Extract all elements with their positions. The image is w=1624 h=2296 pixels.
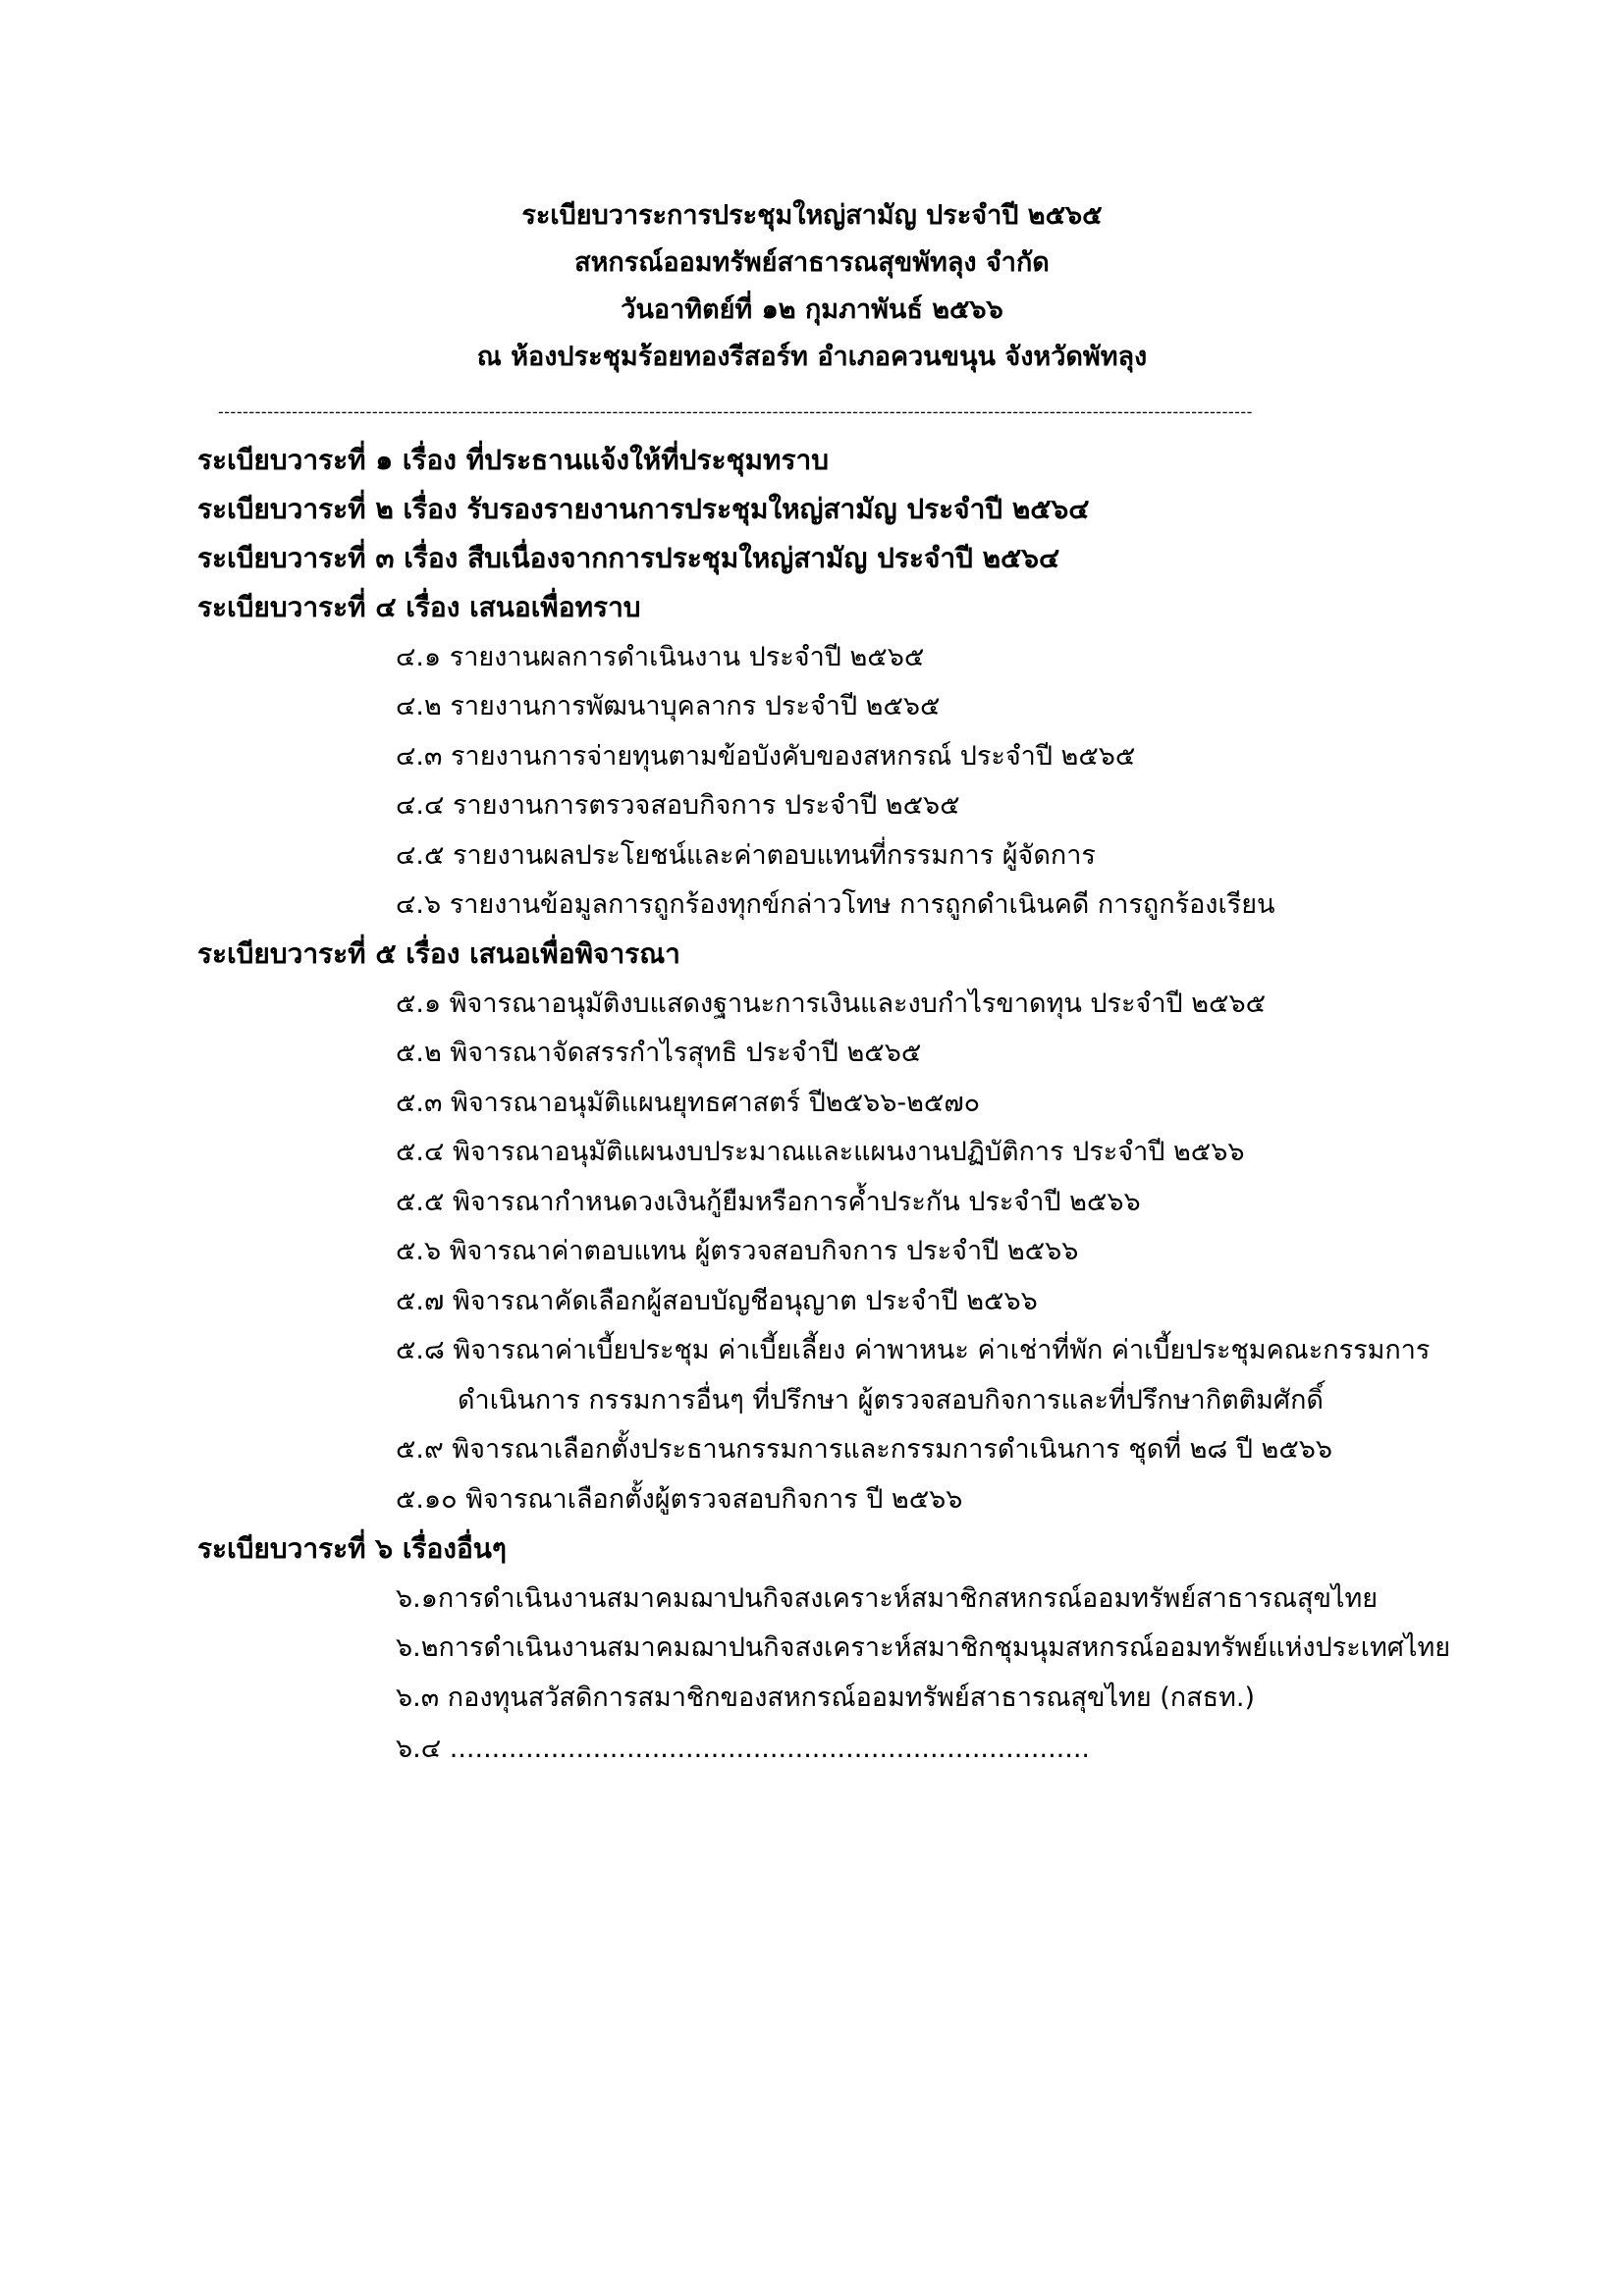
agenda-5-item: ๕.๔ พิจารณาอนุมัติแผนงบประมาณและแผนงานปฏิบัติการ ประจำปี ๒๕๖๖ xyxy=(396,1137,1245,1167)
header-title: ระเบียบวาระการประชุมใหญ่สามัญ ประจำปี ๒๕๖๕ xyxy=(521,200,1103,231)
agenda-3-title: ระเบียบวาระที่ ๓ เรื่อง สืบเนื่องจากการประชุมใหญ่สามัญ ประจำปี ๒๕๖๔ xyxy=(197,542,1060,574)
agenda-6-item: ๖.๔ ............................................................................ xyxy=(396,1734,1091,1764)
agenda-5-item: ๕.๗ พิจารณาคัดเลือกผู้สอบบัญชีอนุญาต ประจำปี ๒๕๖๖ xyxy=(396,1286,1038,1316)
document-header xyxy=(0,192,1624,381)
agenda-5-title: ระเบียบวาระที่ ๕ เรื่อง เสนอเพื่อพิจารณา xyxy=(197,937,680,970)
agenda-5-item: ๕.๕ พิจารณากำหนดวงเงินกู้ยืมหรือการค้ำประกัน ประจำปี ๒๕๖๖ xyxy=(396,1187,1141,1217)
agenda-6-item: ๖.๒การดำเนินงานสมาคมฌาปนกิจสงเคราะห์สมาชิกชุมนุมสหกรณ์ออมทรัพย์แห่งประเทศไทย xyxy=(396,1632,1451,1663)
agenda-5-item: ๕.๘ พิจารณาค่าเบี้ยประชุม ค่าเบี้ยเลี้ยง ค่าพาหนะ ค่าเช่าที่พัก ค่าเบี้ยประชุมคณะกรรมการ xyxy=(396,1335,1431,1365)
agenda-4-item: ๔.๑ รายงานผลการดำเนินงาน ประจำปี ๒๕๖๕ xyxy=(396,642,925,672)
agenda-5-item: ๕.๙ พิจารณาเลือกตั้งประธานกรรมการและกรรมการดำเนินการ ชุดที่ ๒๘ ปี ๒๕๖๖ xyxy=(396,1434,1333,1465)
agenda-4-item: ๔.๒ รายงานการพัฒนาบุคลากร ประจำปี ๒๕๖๕ xyxy=(396,691,941,721)
agenda-4-item: ๔.๕ รายงานผลประโยชน์และค่าตอบแทนที่กรรมการ ผู้จัดการ xyxy=(396,840,1096,871)
agenda-5-item: ๕.๑๐ พิจารณาเลือกตั้งผู้ตรวจสอบกิจการ ปี ๒๕๖๖ xyxy=(396,1484,963,1515)
agenda-6-title: ระเบียบวาระที่ ๖ เรื่องอื่นๆ xyxy=(197,1532,507,1565)
agenda-4-item: ๔.๔ รายงานการตรวจสอบกิจการ ประจำปี ๒๕๖๕ xyxy=(396,790,960,821)
agenda-2-title: ระเบียบวาระที่ ๒ เรื่อง รับรองรายงานการประชุมใหญ่สามัญ ประจำปี ๒๕๖๔ xyxy=(197,493,1090,525)
agenda-5-item: ๕.๖ พิจารณาค่าตอบแทน ผู้ตรวจสอบกิจการ ประจำปี ๒๕๖๖ xyxy=(396,1236,1079,1266)
agenda-5-item: ๕.๑ พิจารณาอนุมัติงบแสดงฐานะการเงินและงบกำไรขาดทุน ประจำปี ๒๕๖๕ xyxy=(396,988,1267,1019)
agenda-4-item: ๔.๓ รายงานการจ่ายทุนตามข้อบังคับของสหกรณ์ ประจำปี ๒๕๖๕ xyxy=(396,741,1136,772)
header-venue: ณ ห้องประชุมร้อยทองรีสอร์ท อำเภอควนขนุน จังหวัดพัทลุง xyxy=(476,342,1148,372)
agenda-6-item: ๖.๑การดำเนินงานสมาคมฌาปนกิจสงเคราะห์สมาชิกสหกรณ์ออมทรัพย์สาธารณสุขไทย xyxy=(396,1583,1379,1614)
agenda-5-item: ๕.๒ พิจารณาจัดสรรกำไรสุทธิ ประจำปี ๒๕๖๕ xyxy=(396,1038,922,1068)
agenda-4-item: ๔.๖ รายงานข้อมูลการถูกร้องทุกข์กล่าวโทษ การถูกดำเนินคดี การถูกร้องเรียน xyxy=(396,889,1275,920)
header-organization: สหกรณ์ออมทรัพย์สาธารณสุขพัทลุง จำกัด xyxy=(574,247,1050,278)
agenda-6-item: ๖.๓ กองทุนสวัสดิการสมาชิกของสหกรณ์ออมทรัพย์สาธารณสุขไทย (กสธท.) xyxy=(396,1682,1256,1713)
agenda-5-item: ๕.๓ พิจารณาอนุมัติแผนยุทธศาสตร์ ปี๒๕๖๖-๒๕๗๐ xyxy=(396,1088,981,1118)
agenda-1-title: ระเบียบวาระที่ ๑ เรื่อง ที่ประธานแจ้งให้ที่ประชุมทราบ xyxy=(197,444,829,476)
header-divider: ------------------------------------------------------------------------------------------------------------------------------------------------------------------------ xyxy=(218,402,1253,421)
agenda-4-title: ระเบียบวาระที่ ๔ เรื่อง เสนอเพื่อทราบ xyxy=(197,591,641,623)
header-date: วันอาทิตย์ที่ ๑๒ กุมภาพันธ์ ๒๕๖๖ xyxy=(621,294,1003,325)
agenda-5-item-continuation: ดำเนินการ กรรมการอื่นๆ ที่ปรึกษา ผู้ตรวจสอบกิจการและที่ปรึกษากิตติมศักดิ์ xyxy=(458,1385,1324,1415)
